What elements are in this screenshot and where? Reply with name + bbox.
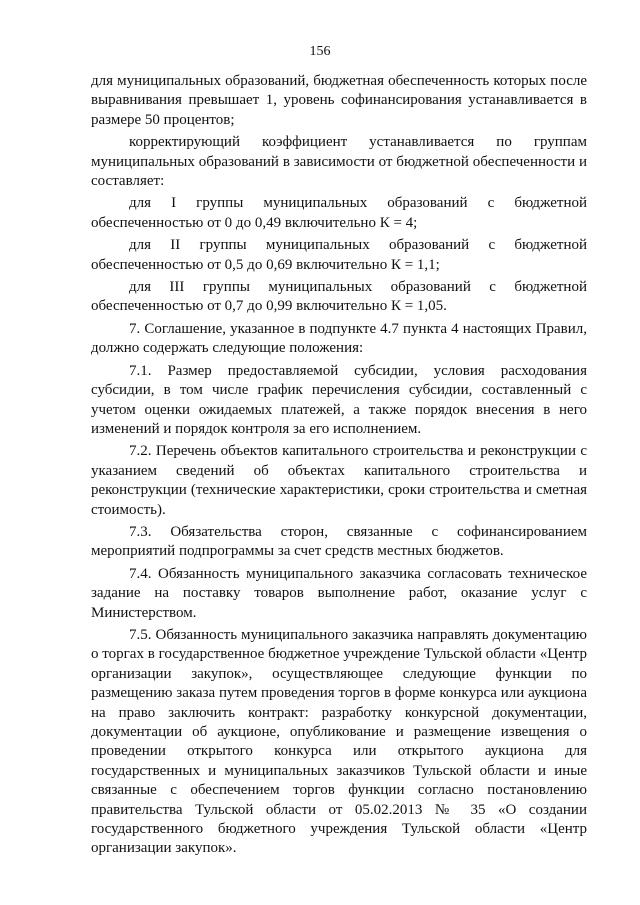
paragraph-group-3: для III группы муниципальных образований с бюджетной обеспеченностью от 0,7 до 0,99 включительно К = 1,05. <box>91 279 587 315</box>
paragraph-item-7-2: 7.2. Перечень объектов капитального строительства и реконструкции с указанием сведений об объектах капитального строительства и реконструкции (технические характеристики, сроки строительства и сметная стоимость). <box>91 443 587 518</box>
paragraph-item-7: 7. Соглашение, указанное в подпункте 4.7 пункта 4 настоящих Правил, должно содержать следующие положения: <box>91 320 587 357</box>
page-number: 156 <box>309 44 331 59</box>
paragraph-item-7-5: 7.5. Обязанность муниципального заказчика направлять документацию о торгах в государственное бюджетное учреждение Тульской области «Центр организации закупок», осуществляющее следующие функции по размещению заказа путем проведения торгов в форме конкурса или аукциона на право заключить контракт: разработку конкурсной документации, документации об аукционе, опубликование и размещение извещения о проведении открытого конкурса или открытого аукциона для государственных и муниципальных заказчиков Тульской области и иные связанные с обеспечением торгов функции согласно постановлению правительства Тульской области от 05.02.2013 № 35 «О создании государственного бюджетного учреждения Тульской области «Центр организации закупок». <box>91 626 587 857</box>
paragraph-group-2: для II группы муниципальных образований с бюджетной обеспеченностью от 0,5 до 0,69 включительно К = 1,1; <box>91 237 587 273</box>
document-body <box>91 72 587 859</box>
paragraph-item-7-4: 7.4. Обязанность муниципального заказчика согласовать техническое задание на поставку товаров выполнение работ, оказание услуг с Министерством. <box>91 565 587 621</box>
paragraph-item-7-3: 7.3. Обязательства сторон, связанные с софинансированием мероприятий подпрограммы за счет средств местных бюджетов. <box>91 523 587 560</box>
paragraph-cofinancing-level: для муниципальных образований, бюджетная обеспеченность которых после выравнивания превышает 1, уровень софинансирования устанавливается в размере 50 процентов; <box>91 73 587 128</box>
paragraph-item-7-1: 7.1. Размер предоставляемой субсидии, условия расходования субсидии, в том числе график перечисления субсидии, составленный с учетом оценки ожидаемых платежей, а также порядок внесения в него изменений и порядок контроля за его исполнением. <box>91 362 587 437</box>
paragraph-correction-coefficient: корректирующий коэффициент устанавливается по группам муниципальных образований в зависимости от бюджетной обеспеченности и составляет: <box>91 134 587 190</box>
paragraph-group-1: для I группы муниципальных образований с бюджетной обеспеченностью от 0 до 0,49 включительно К = 4; <box>91 195 587 231</box>
